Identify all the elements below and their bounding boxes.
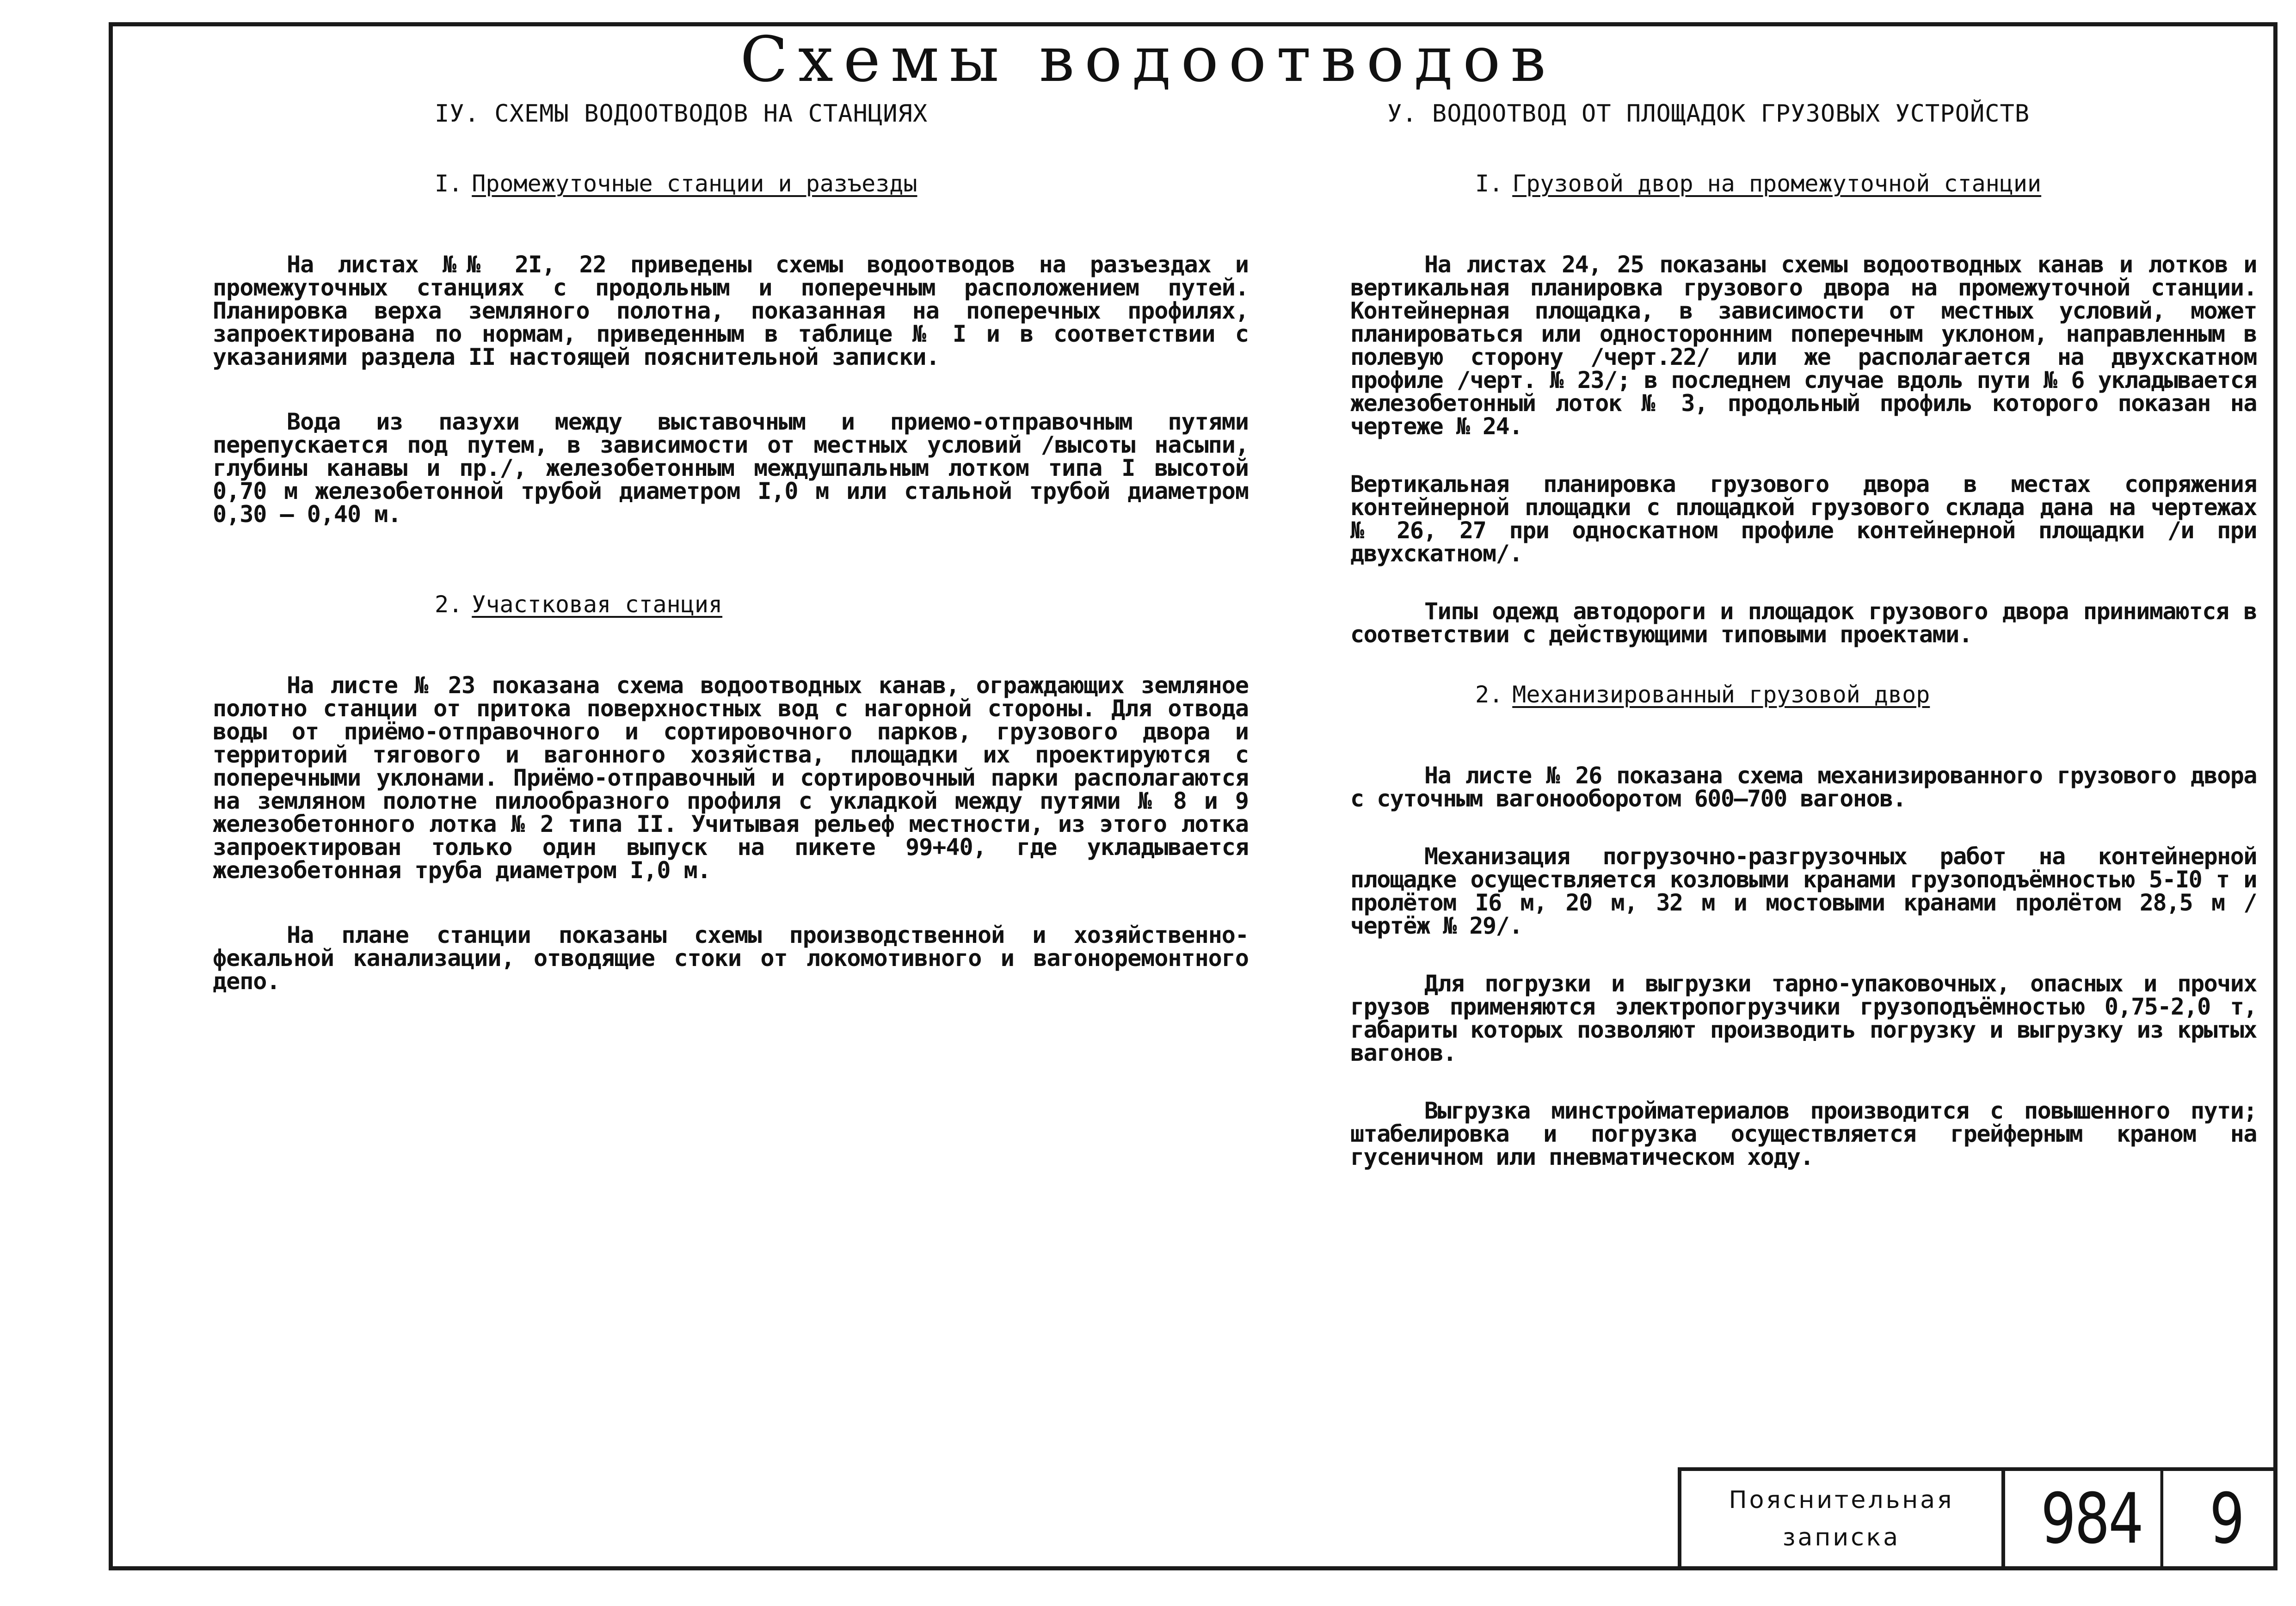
sheet-number: 9	[2209, 1478, 2245, 1559]
subsection-heading-district-station	[435, 591, 1249, 618]
paragraph: Механизация погрузочно-разгрузочных работ на контейнерной площадке осуществляется козловыми кранами грузоподъёмностью 5-I0 т и пролётом I6 м, 20 м, 32 м и мостовыми кранами пролётом 28,5 м /чертёж № 29/.	[1350, 843, 2257, 940]
subsection-number: I.	[435, 170, 463, 197]
subsection-heading-mechanized-yard	[1475, 681, 2257, 708]
paragraph: На листе № 26 показана схема механизированного грузового двора с суточным вагонооборотом 600–700 вагонов.	[1350, 762, 2257, 812]
subsection-title: Промежуточные станции и разъезды	[472, 170, 917, 197]
document-type-label	[1681, 1471, 2005, 1567]
subsection-number: 2.	[1475, 681, 1503, 708]
paragraph: Для погрузки и выгрузки тарно-упаковочных, опасных и прочих грузов применяются электропогрузчики грузоподъёмностью 0,75-2,0 т, габариты которых позволяют производить погрузку и выгрузку из крытых вагонов.	[1350, 970, 2257, 1067]
paragraph: На листах №№ 2I, 22 приведены схемы водоотводов на разъездах и промежуточных станциях с продольным и поперечным расположением путей. Планировка верха земляного полотна, показанная на поперечных профилях, запроектирована по нормам, приведенным в таблице № I и в соответствии с указаниями раздела II настоящей пояснительной записки.	[213, 251, 1249, 371]
paragraph: На листе № 23 показана схема водоотводных канав, ограждающих земляное полотно станции от притока поверхностных вод с нагорной стороны. Для отвода воды от приёмо-отправочного и сортировочного парков, грузового двора и территорий тягового и вагонного хозяйства, площадки их проектируются с поперечными уклонами. Приёмо-отправочный и сортировочный парки располагаются на земляном полотне пилообразного профиля с укладкой между путями № 8 и 9 железобетонного лотка № 2 типа II. Учитывая рельеф местности, из этого лотка запроектирован только один выпуск на пикете 99+40, где укладывается железобетонная труба диаметром I,0 м.	[213, 672, 1249, 884]
page-title: Схемы водоотводов	[740, 23, 1556, 96]
section-title-cargo-areas: У. ВОДООТВОД ОТ ПЛОЩАДОК ГРУЗОВЫХ УСТРОЙСТВ	[1387, 100, 2030, 128]
subsection-heading-cargo-yard	[1475, 170, 2257, 197]
section-title-stations: IУ. СХЕМЫ ВОДООТВОДОВ НА СТАНЦИЯХ	[435, 100, 928, 128]
project-code: 984	[2023, 1471, 2163, 1567]
paragraph: На листах 24, 25 показаны схемы водоотводных канав и лотков и вертикальная планировка грузового двора на промежуточной станции. Контейнерная площадка, в зависимости от местных условий, может планироваться или односторонним поперечным уклоном, направленным в полевую сторону /черт.22/ или же располагается на двухскатном профиле /черт. № 23/; в последнем случае вдоль пути № 6 укладывается железобетонный лоток № 3, продольный профиль которого показан на чертеже № 24.	[1350, 251, 2257, 440]
subsection-title: Грузовой двор на промежуточной станции	[1512, 170, 2042, 197]
paragraph: Типы одежд автодороги и площадок грузового двора принимаются в соответствии с действующими типовыми проектами.	[1350, 598, 2257, 648]
paragraph: Выгрузка минстройматериалов производится с повышенного пути; штабелировка и погрузка осуществляется грейферным краном на гусеничном или пневматическом ходу.	[1350, 1097, 2257, 1171]
document-type-line2: записка	[1782, 1523, 1901, 1551]
paragraph: На плане станции показаны схемы производственной и хозяйственно-фекальной канализации, отводящие стоки от локомотивного и вагоноремонтного депо.	[213, 922, 1249, 995]
subsection-number: I.	[1475, 170, 1503, 197]
subsection-heading-intermediate-stations	[435, 170, 1249, 197]
paragraph: Вода из пазухи между выставочным и приемо-отправочным путями перепускается под путем, в зависимости от местных условий /высоты насыпи, глубины канавы и пр./, железобетонным междушпальным лотком типа I высотой 0,70 м железобетонной трубой диаметром I,0 м или стальной трубой диаметром 0,30 – 0,40 м.	[213, 408, 1249, 528]
subsection-number: 2.	[435, 591, 463, 618]
left-column	[213, 99, 1249, 1034]
title-block	[1678, 1467, 2273, 1570]
subsection-title: Механизированный грузовой двор	[1512, 681, 1930, 708]
document-type-line1: Пояснительная	[1729, 1486, 1954, 1514]
paragraph: Вертикальная планировка грузового двора в местах сопряжения контейнерной площадки с площадкой грузового склада дана на чертежах № 26, 27 при односкатном профиле контейнерной площадки /и при двухскатном/.	[1350, 471, 2257, 567]
subsection-title: Участковая станция	[472, 591, 723, 618]
right-column	[1350, 99, 2257, 1203]
